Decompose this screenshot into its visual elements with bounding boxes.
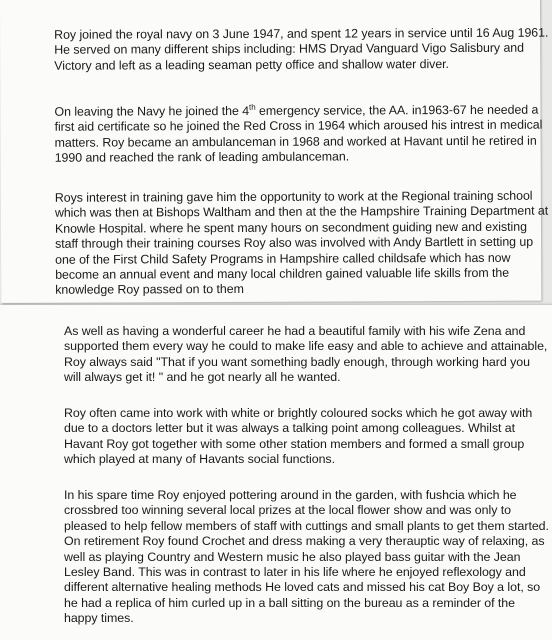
hobbies-paragraph: In his spare time Roy enjoyed pottering around in the garden, with fushcia which he crossbred too winning several local prizes at the local flower show and was only to pleased to help fellow members of staff with cuttings and small plants to get them started. On retirement Roy found Crochet and dress making a very therauptic way of relaxing, as well as playing Country and Western music he also played bass guitar with the Jean Lesley Band. This was in contrast to later in his life where he enjoyed reflexology and different alternative healing methods He loved cats and missed his cat Boy Boy a lot, so he had a replica of him curled up in a ball sitting on the bureau as a reminder of the happy times. bbox=[64, 488, 549, 626]
ambulance-career-text-end: emergency service, the AA. in1963-67 he needed a first aid certificate so he joined the Red Cross in 1964 which aroused his intrest in medical matters. Roy became an ambulanceman in 1968 and worked at Havant until he retired in 1990 and reached the rank of leading ambulanceman. bbox=[54, 102, 543, 165]
scanned-page-top bbox=[0, 0, 549, 303]
training-paragraph: Roys interest in training gave him the opportunity to work at the Regional training school which was then at Bishops Waltham and then at the the Hampshire Training Department at Knowle Hospital. where he spent many hours on secondment guiding new and existing staff through their training courses Roy also was involved with Andy Bartlett in setting up one of the First Child Safety Programs in Hampshire called childsafe which has now become an annual event and many local children gained valuable life skills from the knowledge Roy passed on to them bbox=[54, 188, 549, 298]
scanned-page-bottom bbox=[0, 305, 552, 640]
navy-service-paragraph: Roy joined the royal navy on 3 June 1947, and spent 12 years in service until 16 Aug 1961. He served on many different ships including: HMS Dryad Vanguard Vigo Salisbury and Victory and left as a leading seaman petty office and shallow water diver. bbox=[54, 25, 549, 73]
socks-paragraph: Roy often came into work with white or brightly coloured socks which he got away with due to a doctors letter but it was always a talking point among colleagues. Whilst at Havant Roy got together with some other station members and formed a small group which played at many of Havants social functions. bbox=[64, 406, 533, 467]
ambulance-career-text-start: On leaving the Navy he joined the 4 bbox=[54, 103, 250, 119]
ambulance-career-paragraph bbox=[54, 103, 550, 167]
family-paragraph: As well as having a wonderful career he had a beautiful family with his wife Zena and supported them every way he could to make life easy and able to achieve and attainable, Roy always said "That if you want something badly enough, through working hard you will always get it! " and he got nearly all he wanted. bbox=[64, 324, 548, 385]
ordinal-suffix: th bbox=[249, 102, 256, 112]
